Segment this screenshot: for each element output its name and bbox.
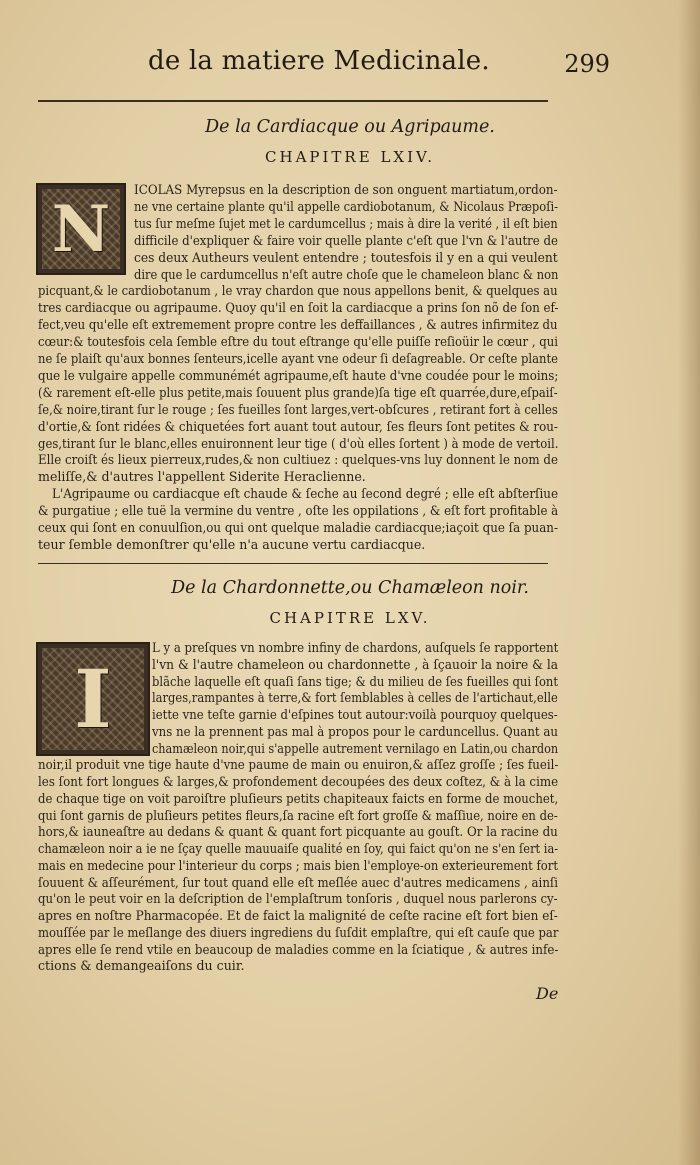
text-line: difficile d'expliquer & faire voir quelle plante c'eſt que l'vn & l'autre de (134, 232, 558, 248)
text-line: ſe,& noire,tirant ſur le rouge ; ſes fueilles ſont larges,vert-obſcures , retirant fort à celles (38, 401, 558, 417)
text-line: ICOLAS Myrepsus en la description de son onguent martiatum,ordon- (134, 182, 558, 197)
text-line: dire que le cardumcellus n'eſt autre choſe que le chameleon blanc & non (134, 266, 559, 282)
text-line: meliſſe,& d'autres l'appellent Siderite Heraclienne. (38, 469, 366, 485)
text-line: L y a preſques vn nombre infiny de chardons, auſquels ſe rapportent (152, 640, 559, 655)
page-number: 299 (564, 50, 610, 78)
text-line: de chaque tige on voit paroiſtre pluſieurs petits chapiteaux faicts en forme de mouchet, (38, 790, 559, 806)
text-line: picquant,& le cardiobotanum , le vray chardon que nous appellons benit, & quelques au (38, 283, 558, 299)
decorated-initial-n (36, 183, 126, 275)
text-line: (& rarement eſt-elle plus petite,mais ſouuent plus grande)ſa tige eſt quarrée,dure,eſpaiſ- (38, 384, 558, 400)
text-line: fect,veu qu'elle eſt extremement propre contre les deffaillances , & autres infirmitez du (38, 317, 558, 333)
text-line: mouſſée par le meſlange des diuers ingrediens du ſuſdit emplaſtre, qui eſt cauſe que par (38, 924, 559, 940)
text-line: & purgatiue ; elle tuë la vermine du ventre , oſte les oppilations , & eſt fort profitable à (38, 503, 559, 519)
text-line: ces deux Autheurs veulent entendre ; toutesfois il y en a qui veulent (134, 249, 558, 265)
chapter-65-label: CHAPITRE LXV. (269, 609, 431, 627)
running-head: de la matiere Medicinale. (148, 46, 490, 76)
text-line: blãche laquelle eſt quaſi ſans tige; & du milieu de ſes fueilles qui ſont (152, 673, 558, 689)
text-line: chamæleon noir,qui s'appelle autrement vernilago en Latin,ou chardon (152, 740, 559, 756)
text-line: ſouuent & aſſeurément, ſur tout quand elle eſt meſlée auec d'autres medicamens , ainſi (38, 874, 559, 890)
text-line: Elle croiſt és lieux pierreux,rudes,& non cultiuez : quelques-vns luy donnent le nom de (38, 452, 558, 468)
text-line: ne ſe plaiſt qu'aux bonnes ſenteurs,icelle ayant vne odeur ſi deſagreable. Or ceſte plante (38, 351, 559, 366)
text-line: que le vulgaire appelle communémét agripaume,eſt haute d'vne coudée pour le moins; (38, 367, 559, 383)
text-line: hors,& iauneaſtre au dedans & quant & quant fort picquante au gouſt. Or la racine du (38, 824, 558, 840)
section-rule (38, 563, 548, 564)
text-line: les ſont fort longues & larges,& profondement decoupées des deux coſtez, & à la cime (38, 774, 559, 789)
text-line: chamæleon noir a ie ne ſçay quelle mauuaiſe qualité en ſoy, qui faict qu'on ne s'en ſert ia- (38, 841, 559, 856)
initial-letter: N (51, 191, 111, 267)
text-line: noir,il produit vne tige haute d'vne paume de main ou enuiron,& aſſez groſſe ; ſes fueil- (38, 757, 559, 773)
page-header (40, 42, 610, 86)
chapter-65-title: De la Chardonnette,ou Chamæleon noir. (171, 578, 529, 598)
text-line: vns ne la prennent pas mal à propos pour le carduncellus. Quant au (152, 723, 559, 739)
text-line: ctions & demangeaiſons du cuir. (38, 958, 245, 974)
text-line: d'ortie,& ſont ridées & chiquetées fort auant tout autour, ſes fleurs ſont petites & rou- (38, 418, 558, 434)
initial-letter: I (74, 652, 112, 746)
text-line: ceux qui ſont en conuulſion,ou qui ont quelque maladie cardiacque;iaçoit que ſa puan- (38, 520, 558, 535)
text-line: tres cardiacque ou agripaume. Quoy qu'il en ſoit la cardiacque a prins ſon nõ de ſon ef- (38, 300, 559, 316)
chapter-64-title: De la Cardiacque ou Agripaume. (205, 117, 495, 137)
header-rule (38, 100, 548, 102)
text-line: teur ſemble demonſtrer qu'elle n'a aucune vertu cardiacque. (38, 536, 426, 552)
text-line: l'vn & l'autre chameleon ou chardonnette , à ſçauoir la noire & la (152, 656, 559, 672)
text-line: L'Agripaume ou cardiacque eſt chaude & ſeche au ſecond degré ; elle eſt abſterſiue (52, 486, 559, 502)
text-line: qui ſont garnis de pluſieurs petites fleurs,ſa racine eſt fort groſſe & maſſiue, noire en de- (38, 807, 558, 823)
text-line: ne vne certaine plante qu'il appelle cardiobotanum, & Nicolaus Præpoſi- (134, 198, 559, 214)
text-line: apres elle ſe rend vtile en beaucoup de maladies comme en la ſciatique , & autres infe- (38, 941, 559, 957)
text-line: larges,rampantes à terre,& fort ſemblables à celles de l'artichaut,elle (152, 690, 558, 706)
catchword: De (536, 984, 559, 1003)
text-line: iette vne teſte garnie d'eſpines tout autour:voilà pourquoy quelques- (152, 707, 558, 722)
text-line: qu'on le peut voir en la deſcription de l'emplaſtrum tonſoris , duquel nous parlerons cy- (38, 891, 558, 907)
text-line: apres en noſtre Pharmacopée. Et de faict la malignité de ceſte racine eſt fort bien eſ- (38, 908, 558, 923)
text-line: mais en medecine pour l'interieur du corps ; mais bien l'employe-on exterieurement fort (38, 857, 558, 873)
text-line: ges,tirant ſur le blanc,elles enuironnent leur tige ( d'où elles ſortent ) à mode de vertoil. (38, 435, 559, 451)
text-line: cœur:& toutesfois cela ſemble eſtre du tout eſtrange qu'elle puiſſe reſioüir le cœur , qui (38, 334, 558, 350)
chapter-64-label: CHAPITRE LXIV. (265, 148, 435, 166)
text-line: tus ſur meſme ſujet met le cardumcellus ; mais à dire la verité , il eſt bien (134, 215, 558, 231)
decorated-initial-i (36, 642, 150, 756)
